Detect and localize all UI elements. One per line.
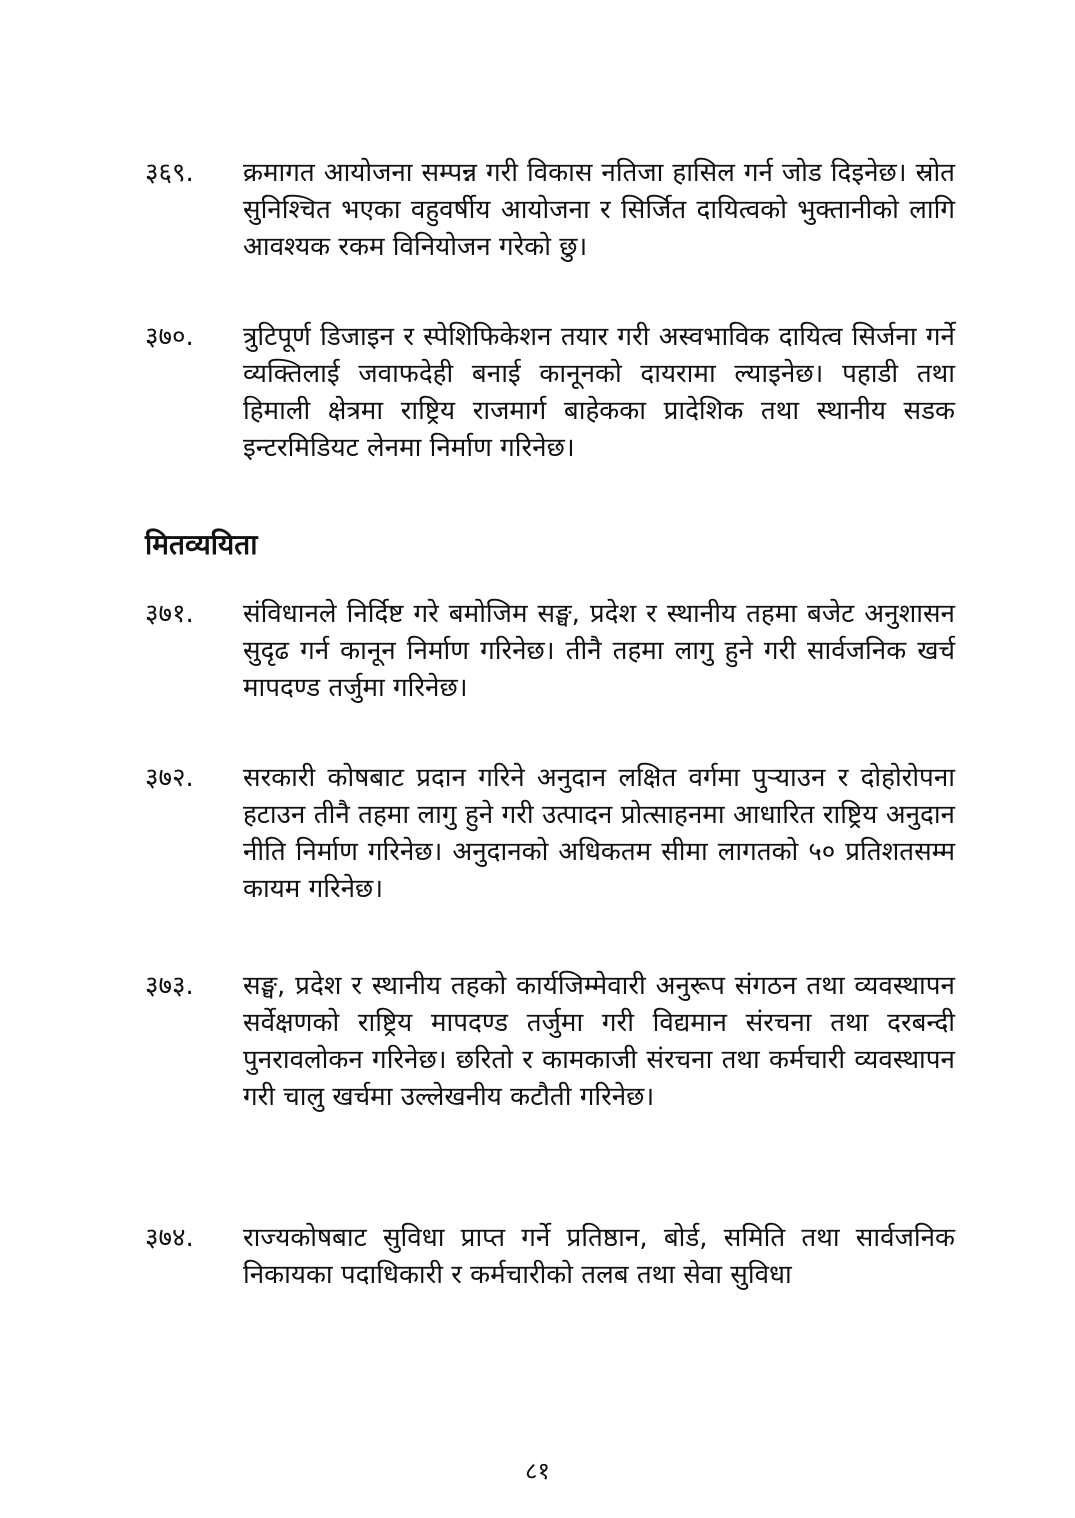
paragraph-text: सङ्घ, प्रदेश र स्थानीय तहको कार्यजिम्मेवारी अनुरूप संगठन तथा व्यवस्थापन सर्वेक्षणको राष्ट्रिय मापदण्ड तर्जुमा गरी विद्यमान संरचना तथा दरबन्दी पुनरावलोकन गरिनेछ। छरितो र कामकाजी संरचना तथा कर्मचारी व्यवस्थापन गरी चालु खर्चमा उल्लेखनीय कटौती गरिनेछ। xyxy=(243,971,955,1112)
paragraph-number: ३६९. xyxy=(145,158,194,188)
paragraph-text: सरकारी कोषबाट प्रदान गरिने अनुदान लक्षित वर्गमा पुऱ्याउन र दोहोरोपना हटाउन तीनै तहमा लागु हुने गरी उत्पादन प्रोत्साहनमा आधारित राष्ट्रिय अनुदान नीति निर्माण गरिनेछ। अनुदानको अधिकतम सीमा लागतको ५० प्रतिशतसम्म कायम गरिनेछ। xyxy=(243,763,955,904)
paragraph-text: त्रुटिपूर्ण डिजाइन र स्पेशिफिकेशन तयार गरी अस्वभाविक दायित्व सिर्जना गर्ने व्यक्तिलाई जवाफदेही बनाई कानूनको दायरामा ल्याइनेछ। पहाडी तथा हिमाली क्षेत्रमा राष्ट्रिय राजमार्ग बाहेकका प्रादेशिक तथा स्थानीय सडक इन्टरमिडियट लेनमा निर्माण गरिनेछ। xyxy=(243,322,955,463)
paragraph-373 xyxy=(145,968,955,1116)
paragraph-369 xyxy=(145,155,955,266)
paragraph-372 xyxy=(145,760,955,908)
page-number: ८१ xyxy=(525,1457,550,1485)
paragraph-number: ३७३. xyxy=(145,971,194,1001)
paragraph-370 xyxy=(145,319,955,467)
paragraph-371 xyxy=(145,596,955,707)
paragraph-number: ३७४. xyxy=(145,1223,194,1253)
paragraph-number: ३७०. xyxy=(145,322,194,352)
paragraph-number: ३७१. xyxy=(145,599,194,629)
paragraph-374 xyxy=(145,1220,955,1294)
paragraph-text: राज्यकोषबाट सुविधा प्राप्त गर्ने प्रतिष्ठान, बोर्ड, समिति तथा सार्वजनिक निकायका पदाधिकारी र कर्मचारीको तलब तथा सेवा सुविधा xyxy=(243,1223,955,1290)
paragraph-text: संविधानले निर्दिष्ट गरे बमोजिम सङ्घ, प्रदेश र स्थानीय तहमा बजेट अनुशासन सुदृढ गर्न कानून निर्माण गरिनेछ। तीनै तहमा लागु हुने गरी सार्वजनिक खर्च मापदण्ड तर्जुमा गरिनेछ। xyxy=(243,599,955,703)
section-heading: मितव्ययिता xyxy=(145,528,258,561)
paragraph-number: ३७२. xyxy=(145,763,194,793)
paragraph-text: क्रमागत आयोजना सम्पन्न गरी विकास नतिजा हासिल गर्न जोड दिइनेछ। स्रोत सुनिश्चित भएका वहुवर्षीय आयोजना र सिर्जित दायित्वको भुक्तानीको लागि आवश्यक रकम विनियोजन गरेको छु। xyxy=(243,158,955,262)
